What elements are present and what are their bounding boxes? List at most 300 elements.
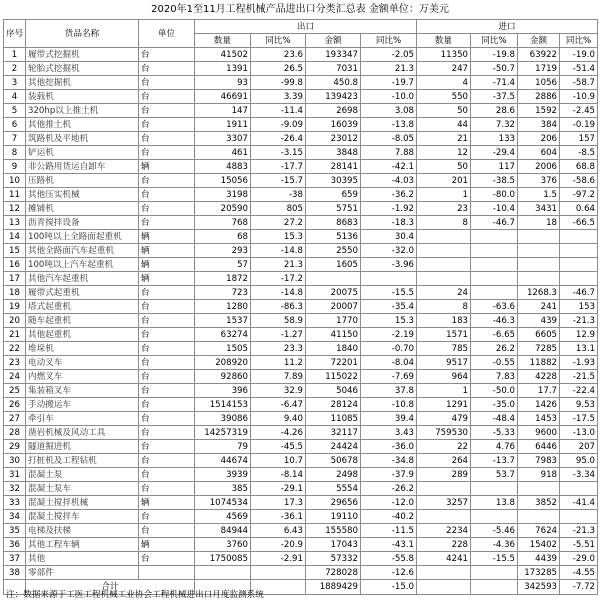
table-row	[4, 230, 598, 244]
table-row	[4, 188, 598, 202]
cell-import-qty-yoy	[471, 482, 518, 496]
cell-import-qty-yoy: -5.33	[471, 426, 518, 440]
cell-import-amount-yoy: 95.0	[560, 454, 598, 468]
cell-seq: 1	[4, 48, 26, 62]
cell-export-amount: 20007	[306, 300, 361, 314]
cell-name: 电动叉车	[26, 356, 139, 370]
cell-unit: 台	[139, 370, 195, 384]
total-import-qty	[417, 580, 471, 595]
cell-import-amount-yoy: -8.5	[560, 146, 598, 160]
cell-import-qty: 11350	[417, 48, 471, 62]
cell-name: 堆垛机	[26, 342, 139, 356]
cell-export-amount: 57332	[306, 552, 361, 566]
cell-import-amount-yoy: -10.9	[560, 90, 598, 104]
cell-export-qty: 41502	[195, 48, 251, 62]
cell-unit: 台	[139, 454, 195, 468]
cell-export-qty-yoy: -14.8	[251, 244, 306, 258]
cell-export-amount-yoy: -36.0	[361, 440, 417, 454]
cell-export-qty: 39086	[195, 412, 251, 426]
cell-import-amount-yoy: -21.3	[560, 524, 598, 538]
cell-import-amount-yoy: -51.4	[560, 62, 598, 76]
cell-export-qty: 15056	[195, 174, 251, 188]
cell-export-qty-yoy: 9.40	[251, 412, 306, 426]
cell-import-qty: 264	[417, 454, 471, 468]
cell-name: 隧道掘进机	[26, 440, 139, 454]
cell-import-qty: 3257	[417, 496, 471, 510]
cell-export-qty: 1514153	[195, 398, 251, 412]
cell-unit: 台	[139, 286, 195, 300]
cell-name: 随车起重机	[26, 314, 139, 328]
cell-export-qty: 1074534	[195, 496, 251, 510]
cell-export-amount: 16039	[306, 118, 361, 132]
cell-import-amount	[518, 272, 560, 286]
table-row	[4, 104, 598, 118]
total-import-amount: 342593	[518, 580, 560, 595]
cell-import-qty-yoy: -50.0	[471, 384, 518, 398]
cell-unit: 台	[139, 328, 195, 342]
table-row	[4, 272, 598, 286]
cell-name: 压路机	[26, 174, 139, 188]
table-row	[4, 552, 598, 566]
cell-export-amount-yoy: -0.70	[361, 342, 417, 356]
cell-import-qty: 479	[417, 412, 471, 426]
cell-name: 混凝土搅拌车	[26, 510, 139, 524]
cell-import-amount	[518, 482, 560, 496]
cell-export-qty-yoy: 11.2	[251, 356, 306, 370]
cell-import-amount-yoy: -58.7	[560, 76, 598, 90]
cell-name: 其他	[26, 552, 139, 566]
cell-unit: 辆	[139, 272, 195, 286]
cell-import-qty: 4241	[417, 552, 471, 566]
cell-export-qty-yoy: -45.5	[251, 440, 306, 454]
cell-import-amount-yoy	[560, 510, 598, 524]
cell-import-amount: 7285	[518, 342, 560, 356]
cell-import-qty: 183	[417, 314, 471, 328]
cell-import-amount-yoy: 12.9	[560, 328, 598, 342]
cell-seq: 11	[4, 188, 26, 202]
cell-name: 混凝土泵车	[26, 482, 139, 496]
table-row	[4, 426, 598, 440]
header-import-qty-yoy: 同比%	[471, 34, 518, 48]
cell-seq: 18	[4, 286, 26, 300]
cell-import-amount: 4228	[518, 370, 560, 384]
cell-export-qty-yoy: 3.39	[251, 90, 306, 104]
cell-seq: 35	[4, 524, 26, 538]
cell-import-qty-yoy: 13.8	[471, 496, 518, 510]
cell-import-amount: 7983	[518, 454, 560, 468]
cell-export-amount	[306, 272, 361, 286]
cell-import-amount: 6446	[518, 440, 560, 454]
cell-import-amount-yoy: -58.6	[560, 174, 598, 188]
table-row	[4, 90, 598, 104]
cell-export-qty: 461	[195, 146, 251, 160]
cell-export-amount: 20075	[306, 286, 361, 300]
cell-import-qty-yoy	[471, 566, 518, 580]
cell-import-amount-yoy: -2.45	[560, 104, 598, 118]
cell-import-amount-yoy: -22.4	[560, 384, 598, 398]
data-table	[3, 19, 598, 595]
cell-export-amount-yoy: -10.0	[361, 90, 417, 104]
cell-export-amount: 193347	[306, 48, 361, 62]
table-row	[4, 384, 598, 398]
cell-import-qty: 44	[417, 118, 471, 132]
cell-export-amount-yoy: -1.92	[361, 202, 417, 216]
cell-export-amount-yoy: 39.4	[361, 412, 417, 426]
cell-export-amount: 139423	[306, 90, 361, 104]
cell-name: 摊铺机	[26, 202, 139, 216]
cell-import-qty-yoy: 7.83	[471, 370, 518, 384]
cell-import-qty-yoy: -63.6	[471, 300, 518, 314]
cell-unit: 台	[139, 188, 195, 202]
cell-name: 其他推土机	[26, 118, 139, 132]
cell-import-amount-yoy	[560, 258, 598, 272]
cell-export-qty: 208920	[195, 356, 251, 370]
cell-import-qty-yoy: -5.46	[471, 524, 518, 538]
cell-seq: 14	[4, 230, 26, 244]
cell-import-qty: 24	[417, 286, 471, 300]
cell-export-amount-yoy: -3.96	[361, 258, 417, 272]
table-row	[4, 202, 598, 216]
cell-export-amount: 1605	[306, 258, 361, 272]
cell-seq: 12	[4, 202, 26, 216]
cell-import-amount-yoy	[560, 272, 598, 286]
cell-export-amount: 41150	[306, 328, 361, 342]
table-row	[4, 328, 598, 342]
cell-export-qty: 84944	[195, 524, 251, 538]
cell-name: 集装箱叉车	[26, 384, 139, 398]
cell-name: 手动搬运车	[26, 398, 139, 412]
cell-import-amount: 604	[518, 146, 560, 160]
cell-name: 筑路机及平地机	[26, 132, 139, 146]
cell-import-qty: 759530	[417, 426, 471, 440]
cell-export-qty: 68	[195, 230, 251, 244]
cell-export-amount-yoy: -42.1	[361, 160, 417, 174]
cell-name: 牵引车	[26, 412, 139, 426]
cell-seq: 13	[4, 216, 26, 230]
cell-export-amount: 3848	[306, 146, 361, 160]
cell-seq: 9	[4, 160, 26, 174]
cell-export-qty: 57	[195, 258, 251, 272]
cell-export-amount: 23012	[306, 132, 361, 146]
cell-import-amount	[518, 230, 560, 244]
cell-seq: 25	[4, 384, 26, 398]
cell-export-qty-yoy: 26.5	[251, 62, 306, 76]
cell-unit: 台	[139, 76, 195, 90]
cell-import-amount-yoy: -3.34	[560, 468, 598, 482]
cell-import-amount-yoy: 13.1	[560, 342, 598, 356]
header-seq: 序号	[4, 20, 26, 48]
cell-import-qty-yoy: -15.5	[471, 552, 518, 566]
cell-export-qty-yoy: -29.1	[251, 482, 306, 496]
cell-export-amount: 28141	[306, 160, 361, 174]
table-row	[4, 174, 598, 188]
header-export: 出口	[195, 20, 417, 34]
cell-seq: 17	[4, 272, 26, 286]
cell-import-amount: 9600	[518, 426, 560, 440]
cell-export-qty-yoy: -17.7	[251, 160, 306, 174]
cell-unit: 辆	[139, 538, 195, 552]
cell-export-amount-yoy: -43.1	[361, 538, 417, 552]
table-title: 2020年1至11月工程机械产品进出口分类汇总表 金额单位：万美元	[151, 4, 449, 15]
cell-import-qty: 9517	[417, 356, 471, 370]
cell-unit: 辆	[139, 160, 195, 174]
cell-import-amount: 63922	[518, 48, 560, 62]
cell-import-qty-yoy: -29.4	[471, 146, 518, 160]
cell-import-qty: 1	[417, 188, 471, 202]
cell-import-amount-yoy: -5.51	[560, 538, 598, 552]
cell-export-amount-yoy: -19.7	[361, 76, 417, 90]
cell-name: 100吨以上汽车起重机	[26, 258, 139, 272]
cell-export-amount-yoy: -2.05	[361, 48, 417, 62]
cell-export-qty: 79	[195, 440, 251, 454]
cell-name: 非公路用货运自卸车	[26, 160, 139, 174]
cell-export-amount-yoy: -40.2	[361, 510, 417, 524]
cell-import-qty-yoy: -37.5	[471, 90, 518, 104]
cell-import-qty: 23	[417, 202, 471, 216]
cell-export-qty: 723	[195, 286, 251, 300]
cell-import-qty	[417, 272, 471, 286]
cell-import-qty-yoy	[471, 286, 518, 300]
cell-export-amount: 155580	[306, 524, 361, 538]
cell-import-amount: 18	[518, 216, 560, 230]
cell-import-qty: 12	[417, 146, 471, 160]
cell-export-qty-yoy: 15.3	[251, 230, 306, 244]
cell-export-amount: 5136	[306, 230, 361, 244]
cell-import-qty-yoy: -50.7	[471, 62, 518, 76]
cell-export-qty-yoy: -14.8	[251, 286, 306, 300]
cell-import-amount: 15402	[518, 538, 560, 552]
cell-export-qty-yoy: -11.4	[251, 104, 306, 118]
cell-import-amount: 17.7	[518, 384, 560, 398]
cell-import-qty: 50	[417, 160, 471, 174]
cell-seq: 5	[4, 104, 26, 118]
cell-export-amount: 8683	[306, 216, 361, 230]
cell-import-qty: 964	[417, 370, 471, 384]
cell-seq: 2	[4, 62, 26, 76]
cell-name: 其他压实机械	[26, 188, 139, 202]
cell-unit: 辆	[139, 258, 195, 272]
cell-import-qty-yoy: -46.7	[471, 216, 518, 230]
cell-export-qty-yoy: 7.89	[251, 370, 306, 384]
cell-export-qty	[195, 566, 251, 580]
table-body	[4, 48, 598, 580]
cell-seq: 8	[4, 146, 26, 160]
table-row	[4, 524, 598, 538]
cell-export-amount-yoy: -7.69	[361, 370, 417, 384]
cell-export-amount-yoy: -12.6	[361, 566, 417, 580]
cell-export-qty: 768	[195, 216, 251, 230]
cell-import-amount: 3431	[518, 202, 560, 216]
cell-export-amount: 115022	[306, 370, 361, 384]
cell-import-amount: 173285	[518, 566, 560, 580]
cell-name: 混凝土泵	[26, 468, 139, 482]
cell-export-qty-yoy: -3.15	[251, 146, 306, 160]
cell-name: 零部件	[26, 566, 139, 580]
cell-export-qty: 3760	[195, 538, 251, 552]
cell-name: 履带式挖掘机	[26, 48, 139, 62]
cell-import-qty	[417, 244, 471, 258]
cell-export-amount-yoy: -13.8	[361, 118, 417, 132]
cell-import-amount: 241	[518, 300, 560, 314]
cell-export-amount-yoy: -8.05	[361, 132, 417, 146]
cell-unit: 台	[139, 314, 195, 328]
cell-import-amount-yoy: -21.3	[560, 314, 598, 328]
cell-export-amount: 50678	[306, 454, 361, 468]
cell-export-qty-yoy: 27.2	[251, 216, 306, 230]
cell-export-amount: 728028	[306, 566, 361, 580]
cell-unit: 台	[139, 118, 195, 132]
table-row	[4, 132, 598, 146]
cell-name: 打桩机及工程钻机	[26, 454, 139, 468]
total-export-amount-yoy: -15.0	[361, 580, 417, 595]
cell-import-amount-yoy	[560, 244, 598, 258]
cell-export-qty: 1750085	[195, 552, 251, 566]
cell-export-amount-yoy: -26.2	[361, 482, 417, 496]
cell-seq: 34	[4, 510, 26, 524]
cell-import-qty: 228	[417, 538, 471, 552]
cell-export-qty: 4569	[195, 510, 251, 524]
cell-unit: 台	[139, 216, 195, 230]
table-row	[4, 370, 598, 384]
cell-import-qty-yoy: -38.5	[471, 174, 518, 188]
cell-export-amount: 2698	[306, 104, 361, 118]
cell-seq: 3	[4, 76, 26, 90]
header-export-qty: 数量	[195, 34, 251, 48]
cell-import-qty: 8	[417, 300, 471, 314]
cell-import-qty	[417, 230, 471, 244]
cell-unit: 台	[139, 482, 195, 496]
cell-export-qty-yoy: 10.7	[251, 454, 306, 468]
cell-export-qty-yoy	[251, 566, 306, 580]
cell-import-qty	[417, 258, 471, 272]
cell-export-amount: 5554	[306, 482, 361, 496]
total-import-amount-yoy: -7.72	[560, 580, 598, 595]
cell-export-qty-yoy: 23.3	[251, 342, 306, 356]
cell-name: 其他汽车起重机	[26, 272, 139, 286]
cell-export-qty-yoy: -99.8	[251, 76, 306, 90]
cell-export-amount: 11085	[306, 412, 361, 426]
table-row	[4, 342, 598, 356]
cell-unit: 台	[139, 524, 195, 538]
table-row	[4, 48, 598, 62]
cell-export-qty-yoy: -2.91	[251, 552, 306, 566]
cell-export-amount-yoy: 3.08	[361, 104, 417, 118]
cell-name: 其他工程车辆	[26, 538, 139, 552]
cell-unit: 台	[139, 342, 195, 356]
cell-export-qty-yoy: 58.9	[251, 314, 306, 328]
cell-import-qty: 1291	[417, 398, 471, 412]
cell-seq: 33	[4, 496, 26, 510]
cell-export-qty: 93	[195, 76, 251, 90]
cell-export-amount: 29656	[306, 496, 361, 510]
cell-import-qty-yoy: 28.6	[471, 104, 518, 118]
cell-unit: 辆	[139, 244, 195, 258]
cell-import-qty-yoy: 53.7	[471, 468, 518, 482]
cell-seq: 28	[4, 426, 26, 440]
cell-import-amount: 2886	[518, 90, 560, 104]
cell-seq: 7	[4, 132, 26, 146]
cell-import-qty: 22	[417, 440, 471, 454]
cell-unit: 台	[139, 440, 195, 454]
cell-export-amount-yoy: -4.03	[361, 174, 417, 188]
cell-export-amount: 5751	[306, 202, 361, 216]
cell-export-amount: 19110	[306, 510, 361, 524]
cell-export-qty: 1280	[195, 300, 251, 314]
cell-export-qty-yoy: -86.3	[251, 300, 306, 314]
cell-import-qty-yoy: -13.7	[471, 454, 518, 468]
header-name: 货品名称	[26, 20, 139, 48]
cell-unit	[139, 566, 195, 580]
cell-seq: 29	[4, 440, 26, 454]
cell-export-qty: 46691	[195, 90, 251, 104]
total-import-qty-yoy	[471, 580, 518, 595]
cell-export-amount: 72201	[306, 356, 361, 370]
cell-seq: 26	[4, 398, 26, 412]
cell-import-qty-yoy: -48.4	[471, 412, 518, 426]
cell-export-amount: 28124	[306, 398, 361, 412]
cell-unit: 台	[139, 90, 195, 104]
cell-import-qty-yoy: -4.36	[471, 538, 518, 552]
cell-export-qty-yoy: -6.47	[251, 398, 306, 412]
cell-import-amount-yoy: -46.7	[560, 286, 598, 300]
cell-export-amount-yoy: 3.43	[361, 426, 417, 440]
table-row	[4, 160, 598, 174]
cell-name: 其他全路面汽车起重机	[26, 244, 139, 258]
cell-export-qty: 1872	[195, 272, 251, 286]
footnote: 注：数据来源于工医工程机械工业协会工程机械进出口月度监测系统	[6, 590, 264, 600]
cell-export-qty-yoy: -4.26	[251, 426, 306, 440]
cell-import-qty-yoy: 4.76	[471, 440, 518, 454]
table-row	[4, 538, 598, 552]
header-unit: 单位	[139, 20, 195, 48]
cell-import-amount: 439	[518, 314, 560, 328]
cell-export-amount: 1770	[306, 314, 361, 328]
cell-unit: 台	[139, 62, 195, 76]
cell-import-amount-yoy	[560, 230, 598, 244]
cell-export-amount: 30395	[306, 174, 361, 188]
cell-import-amount-yoy: 153	[560, 300, 598, 314]
cell-seq: 21	[4, 328, 26, 342]
cell-import-qty: 50	[417, 104, 471, 118]
cell-unit: 台	[139, 552, 195, 566]
cell-unit: 辆	[139, 496, 195, 510]
cell-export-amount-yoy: -32.0	[361, 244, 417, 258]
cell-import-qty-yoy: 26.2	[471, 342, 518, 356]
cell-import-qty: 550	[417, 90, 471, 104]
table-row	[4, 566, 598, 580]
cell-export-qty-yoy: -9.09	[251, 118, 306, 132]
cell-export-qty: 44674	[195, 454, 251, 468]
cell-import-amount-yoy: -41.4	[560, 496, 598, 510]
cell-import-amount-yoy: -29.0	[560, 552, 598, 566]
cell-name: 凿岩机械及风动工具	[26, 426, 139, 440]
table-row	[4, 510, 598, 524]
cell-unit: 台	[139, 412, 195, 426]
cell-name: 电梯及扶梯	[26, 524, 139, 538]
cell-export-amount: 7031	[306, 62, 361, 76]
cell-import-amount-yoy: 0.64	[560, 202, 598, 216]
cell-export-qty-yoy: -17.2	[251, 272, 306, 286]
cell-name: 履带式起重机	[26, 286, 139, 300]
cell-export-qty: 1537	[195, 314, 251, 328]
cell-import-amount	[518, 244, 560, 258]
table-row	[4, 482, 598, 496]
cell-unit: 台	[139, 146, 195, 160]
cell-export-qty: 63274	[195, 328, 251, 342]
cell-export-amount-yoy: 7.88	[361, 146, 417, 160]
cell-import-amount-yoy: -97.2	[560, 188, 598, 202]
cell-import-amount: 4439	[518, 552, 560, 566]
